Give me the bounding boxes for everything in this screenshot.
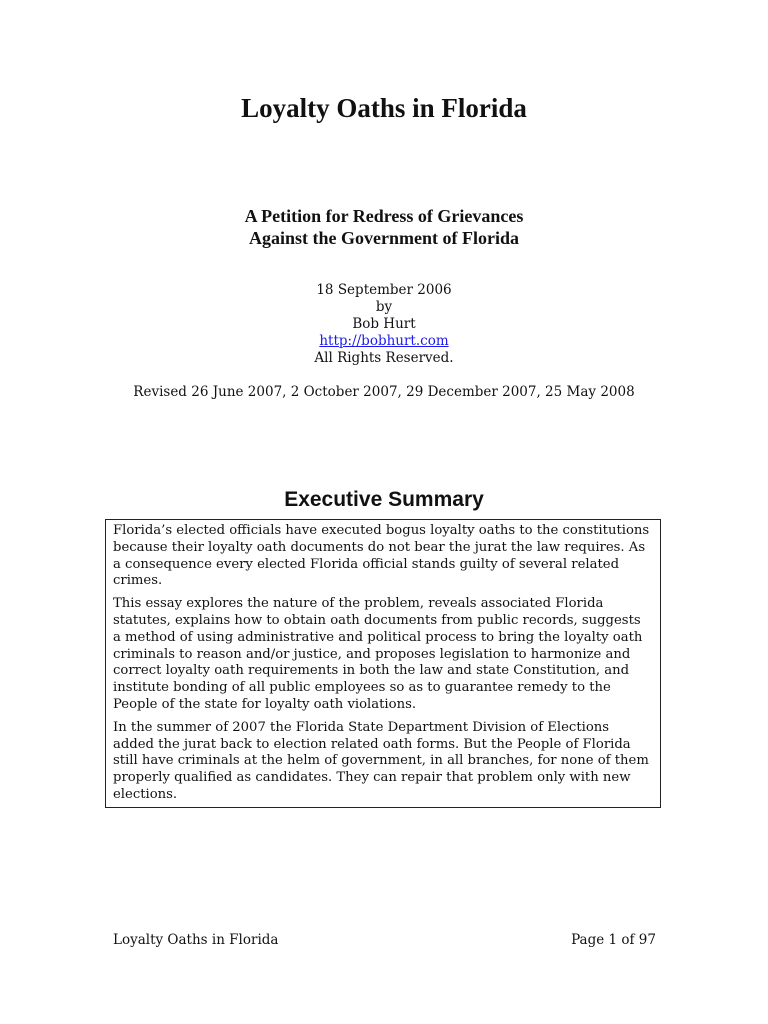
executive-summary-box [105, 519, 661, 808]
document-subtitle [0, 205, 768, 249]
summary-paragraph-1: Florida’s elected officials have executed bogus loyalty oaths to the constitutions because their loyalty oath documents do not bear the jurat the law requires. As a consequence every elected Florida official stands guilty of several related crimes. [113, 523, 650, 589]
summary-paragraph-2: This essay explores the nature of the problem, reveals associated Florida statutes, explains how to obtain oath documents from public records, suggests a method of using administrative and political process to bring the loyalty oath criminals to reason and/or justice, and proposes legislation to harmonize and correct loyalty oath requirements in both the law and state Constitution, and institute bonding of all public employees so as to guarantee remedy to the People of the state for loyalty oath violations. [113, 596, 643, 712]
executive-summary-heading: Executive Summary [284, 488, 484, 511]
footer-document-title: Loyalty Oaths in Florida [113, 932, 279, 948]
rights-notice: All Rights Reserved. [314, 350, 454, 366]
by-label: by [375, 299, 393, 315]
summary-paragraph-3: In the summer of 2007 the Florida State Department Division of Elections added the jurat back to election related oath forms. But the People of Florida still have criminals at the helm of government, in all branches, for none of them properly qualified as candidates. They can repair that problem only with new elections. [113, 719, 649, 802]
author-website-link[interactable]: http://bobhurt.com [319, 333, 449, 349]
document-date: 18 September 2006 [316, 282, 452, 298]
subtitle-line-2: Against the Government of Florida [249, 228, 519, 248]
document-title: Loyalty Oaths in Florida [241, 93, 527, 123]
author-name: Bob Hurt [352, 316, 416, 332]
footer-page-number: Page 1 of 97 [571, 932, 656, 948]
revision-dates: Revised 26 June 2007, 2 October 2007, 29 December 2007, 25 May 2008 [133, 384, 635, 400]
author-block [0, 282, 768, 367]
subtitle-line-1: A Petition for Redress of Grievances [244, 206, 524, 226]
